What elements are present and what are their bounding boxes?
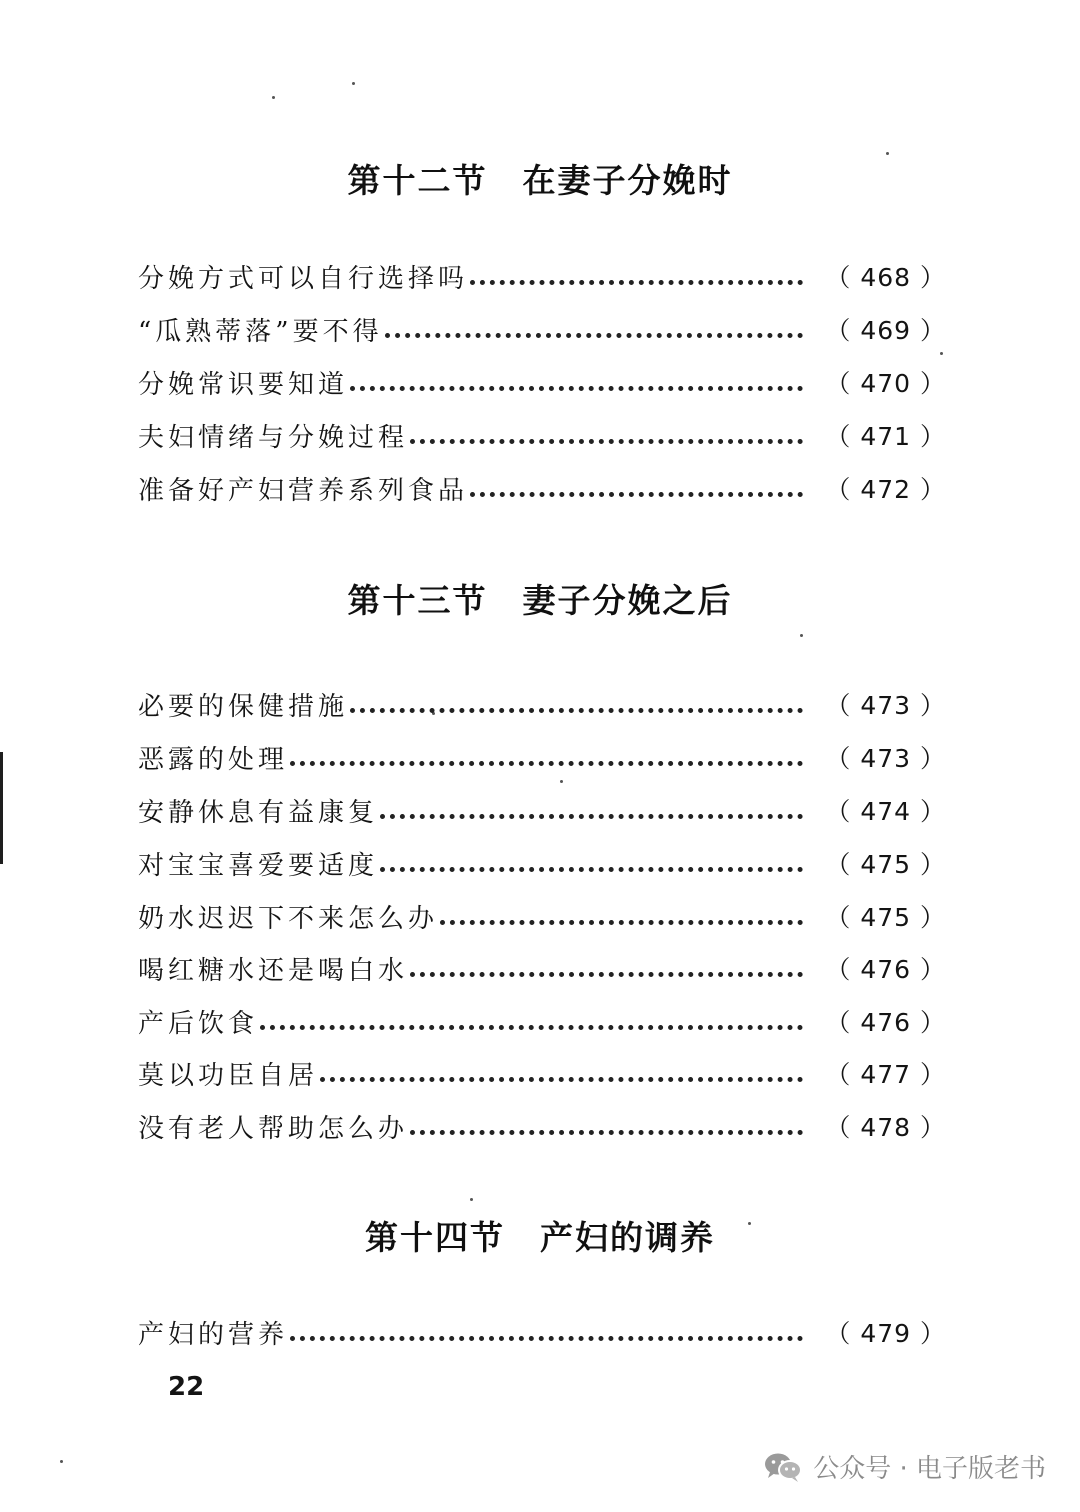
section-title: 第十二节 在妻子分娩时 xyxy=(347,161,733,200)
dot-leader xyxy=(320,1077,803,1082)
dot-leader xyxy=(470,280,803,285)
dot-leader xyxy=(410,439,803,444)
toc-entry-title: 准备好产妇营养系列食品 xyxy=(138,475,469,506)
toc-entry[interactable] xyxy=(138,684,946,724)
scan-speck xyxy=(352,82,355,85)
toc-entry-page: （ 471 ） xyxy=(825,422,946,451)
toc-entry-title: 安静休息有益康复 xyxy=(138,797,379,828)
section-title: 第十四节 产妇的调养 xyxy=(365,1218,715,1257)
toc-entry-page: （ 478 ） xyxy=(825,1113,946,1142)
toc-entry-title: 恶露的处理 xyxy=(138,744,289,775)
toc-entry-page: （ 474 ） xyxy=(825,797,946,826)
toc-entry-title: “瓜熟蒂落”要不得 xyxy=(138,316,383,347)
dot-leader xyxy=(410,1130,803,1135)
page-number: 22 xyxy=(168,1372,205,1402)
toc-entry[interactable] xyxy=(138,1001,946,1041)
scan-speck xyxy=(940,352,943,355)
dot-leader xyxy=(410,972,803,977)
toc-entry-title: 必要的保健措施 xyxy=(138,691,349,722)
toc-entry[interactable] xyxy=(138,415,946,455)
toc-entry[interactable] xyxy=(138,896,946,936)
dot-leader xyxy=(290,1336,803,1341)
toc-entry[interactable] xyxy=(138,843,946,883)
toc-entry[interactable] xyxy=(138,790,946,830)
toc-entry-page: （ 470 ） xyxy=(825,369,946,398)
toc-entry[interactable] xyxy=(138,256,946,296)
toc-entry-page: （ 472 ） xyxy=(825,475,946,504)
scan-speck xyxy=(272,96,275,99)
dot-leader xyxy=(385,333,804,338)
toc-entry-title: 莫以功臣自居 xyxy=(138,1060,319,1091)
dot-leader xyxy=(290,761,803,766)
watermark-text: 公众号 · 电子版老书 xyxy=(813,1454,1046,1484)
toc-entry-title: 产妇的营养 xyxy=(138,1319,289,1350)
dot-leader xyxy=(380,814,803,819)
toc-entry[interactable] xyxy=(138,1312,946,1352)
wechat-icon xyxy=(763,1451,803,1483)
dot-leader xyxy=(440,920,803,925)
toc-entry-page: （ 468 ） xyxy=(825,263,946,292)
toc-entry[interactable] xyxy=(138,362,946,402)
dot-leader xyxy=(470,492,803,497)
toc-entry-title: 没有老人帮助怎么办 xyxy=(138,1113,409,1144)
scan-speck xyxy=(560,780,563,783)
toc-entry-title: 对宝宝喜爱要适度 xyxy=(138,850,379,881)
toc-entry-title: 喝红糖水还是喝白水 xyxy=(138,955,409,986)
dot-leader xyxy=(350,386,803,391)
scan-speck xyxy=(470,1198,473,1201)
scan-speck xyxy=(60,1460,63,1463)
toc-entry-page: （ 475 ） xyxy=(825,850,946,879)
toc-entry[interactable] xyxy=(138,1106,946,1146)
toc-entry[interactable] xyxy=(138,737,946,777)
watermark xyxy=(763,1448,1046,1485)
toc-entry-page: （ 469 ） xyxy=(825,316,946,345)
toc-entry[interactable] xyxy=(138,1053,946,1093)
dot-leader xyxy=(380,867,803,872)
dot-leader xyxy=(350,708,803,713)
toc-entry[interactable] xyxy=(138,468,946,508)
toc-entry-page: （ 479 ） xyxy=(825,1319,946,1348)
toc-entry-title: 产后饮食 xyxy=(138,1008,259,1039)
toc-entry[interactable] xyxy=(138,948,946,988)
dot-leader xyxy=(260,1025,803,1030)
section-title: 第十三节 妻子分娩之后 xyxy=(347,581,733,620)
toc-entry-page: （ 475 ） xyxy=(825,903,946,932)
scan-edge-mark xyxy=(0,752,3,864)
toc-entry-title: 奶水迟迟下不来怎么办 xyxy=(138,903,439,934)
scan-speck xyxy=(800,634,803,637)
toc-entry-page: （ 473 ） xyxy=(825,691,946,720)
toc-entry-page: （ 476 ） xyxy=(825,955,946,984)
toc-entry-title: 夫妇情绪与分娩过程 xyxy=(138,422,409,453)
toc-entry[interactable] xyxy=(138,309,946,349)
toc-entry-page: （ 473 ） xyxy=(825,744,946,773)
toc-entry-title: 分娩方式可以自行选择吗 xyxy=(138,263,469,294)
toc-entry-page: （ 476 ） xyxy=(825,1008,946,1037)
toc-entry-page: （ 477 ） xyxy=(825,1060,946,1089)
toc-entry-title: 分娩常识要知道 xyxy=(138,369,349,400)
